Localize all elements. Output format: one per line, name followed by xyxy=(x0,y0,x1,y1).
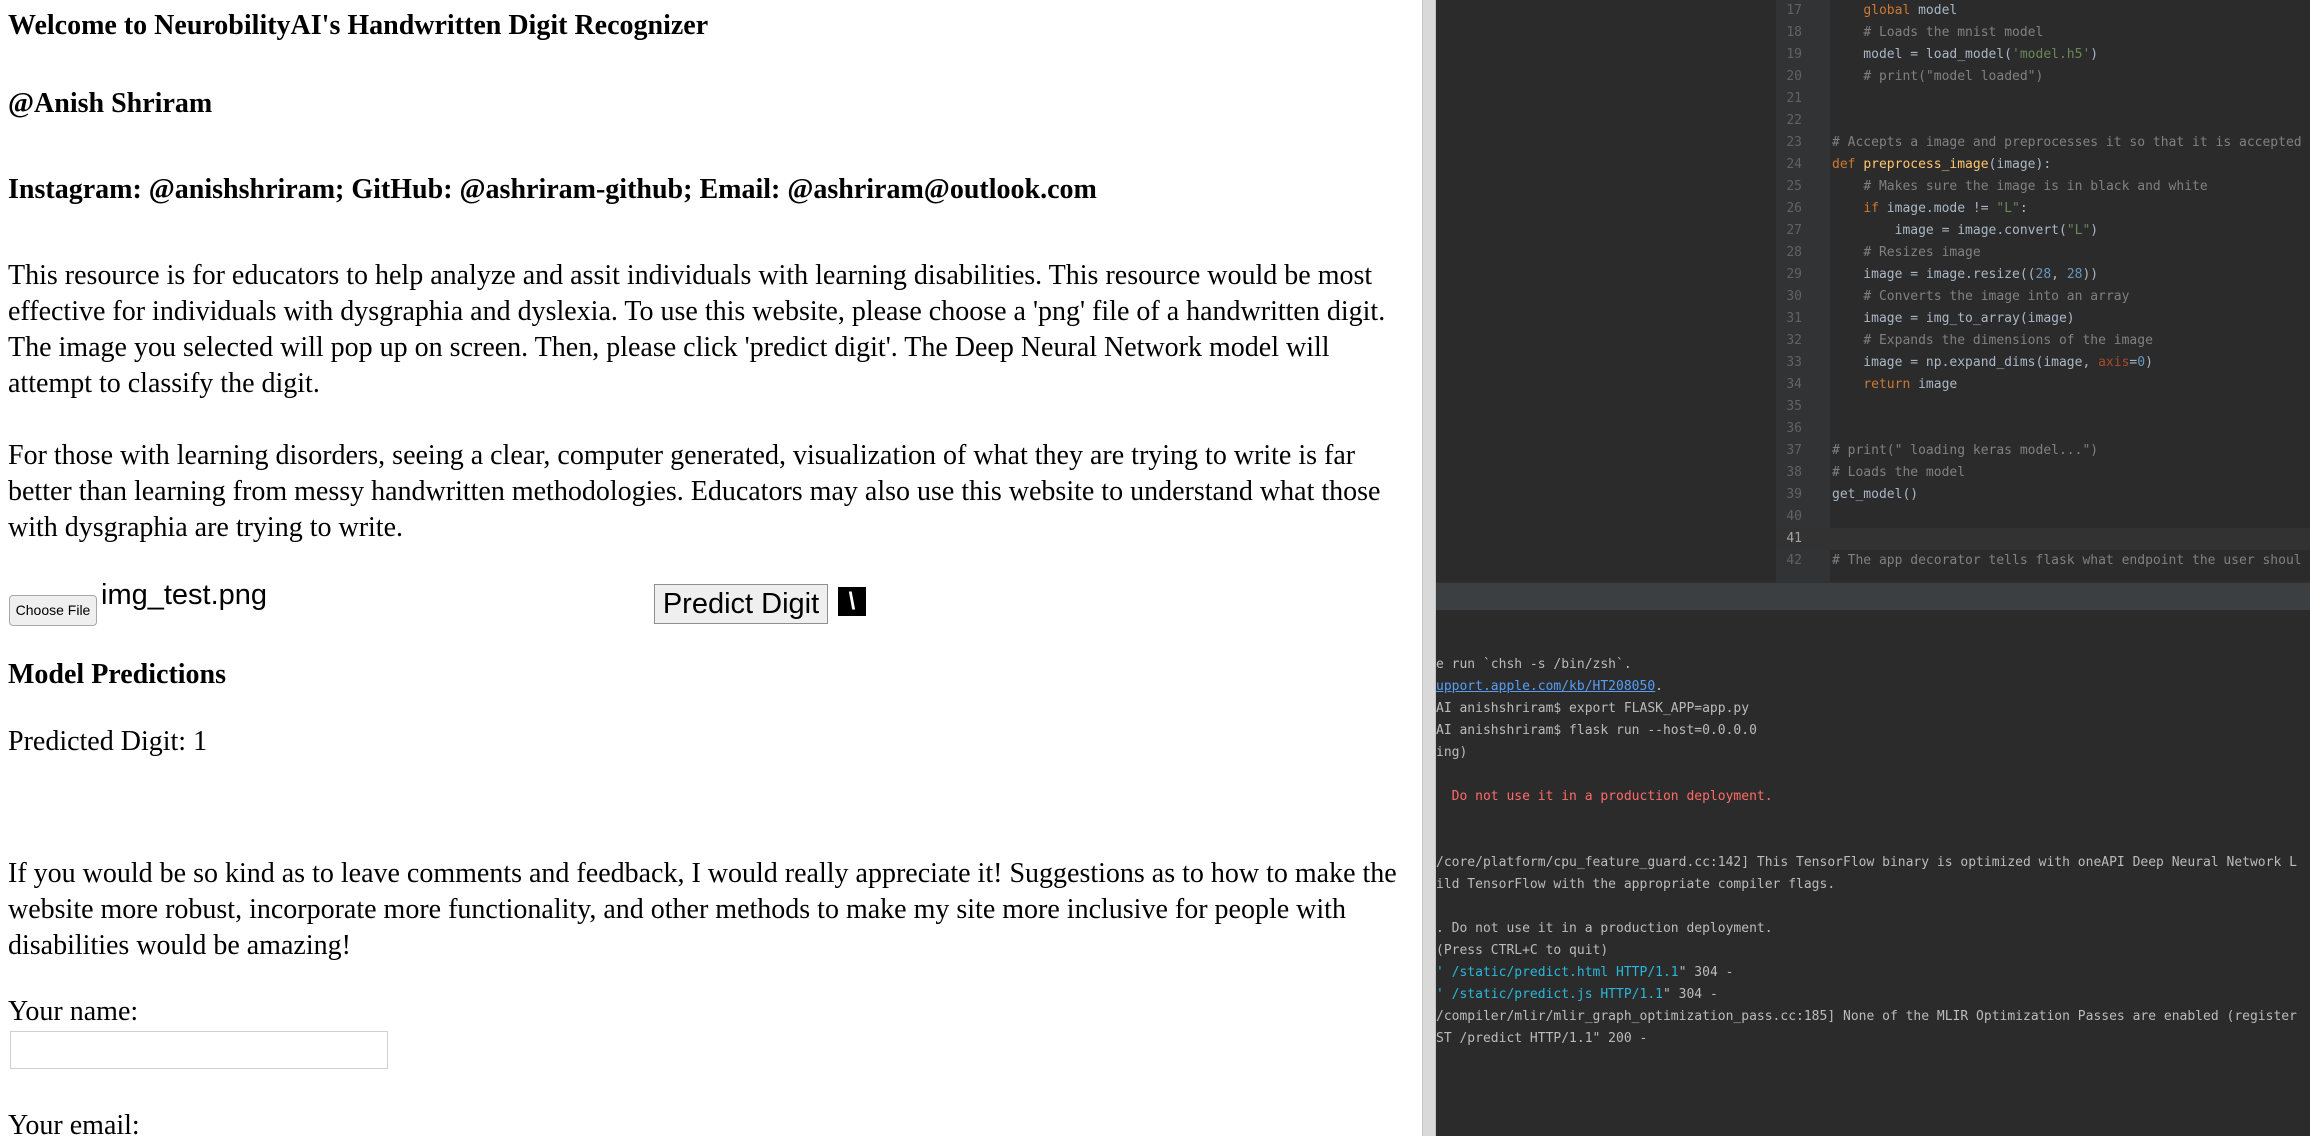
code-text: get_model() xyxy=(1832,487,1919,502)
code-line xyxy=(1776,418,2310,440)
terminal-line: ST /predict HTTP/1.1" 200 - xyxy=(1436,1031,1648,1046)
terminal-line: ' /static/predict.html HTTP/1.1" 304 - xyxy=(1436,965,1734,980)
selected-file-name: img_test.png xyxy=(101,579,268,611)
line-number: 20 xyxy=(1786,69,1802,84)
line-number: 33 xyxy=(1786,355,1802,370)
author-heading: @Anish Shriram xyxy=(8,88,213,119)
code-line xyxy=(1776,286,2310,308)
prediction-result: Predicted Digit: 1 xyxy=(8,726,208,757)
intro-paragraph: This resource is for educators to help analyze and assit individuals with learning disabilities. This resource would be most effective for individuals with dysgraphia and dyslexia. To use this website, please choose a 'png' file of a handwritten digit. The image you selected will pop up on screen. Then, please click 'predict digit'. The Deep Neural Network model will attempt to classify the digit. xyxy=(8,260,1386,399)
code-text: return image xyxy=(1863,377,1958,392)
line-number: 36 xyxy=(1786,421,1802,436)
code-line xyxy=(1776,264,2310,286)
terminal-line: AI anishshriram$ flask run --host=0.0.0.0 xyxy=(1436,723,1757,738)
line-number: 18 xyxy=(1786,25,1802,40)
terminal-line: ing) xyxy=(1436,745,1468,760)
code-line xyxy=(1776,88,2310,110)
code-line xyxy=(1776,550,2310,572)
line-number: 32 xyxy=(1786,333,1802,348)
line-number: 34 xyxy=(1786,377,1802,392)
code-line xyxy=(1776,198,2310,220)
code-line xyxy=(1776,132,2310,154)
code-line xyxy=(1776,242,2310,264)
code-line xyxy=(1776,528,2310,550)
terminal-line: /core/platform/cpu_feature_guard.cc:142] This TensorFlow binary is optimized with oneAPI Deep Neural Network L xyxy=(1436,855,2297,870)
line-number: 24 xyxy=(1786,157,1802,172)
code-text: if image.mode != "L": xyxy=(1863,201,2028,216)
code-text: # Accepts a image and preprocesses it so that it is accepted xyxy=(1832,135,2302,150)
code-line xyxy=(1776,484,2310,506)
code-text: model = load_model('model.h5') xyxy=(1832,47,2099,62)
ide-side-area xyxy=(1436,0,1776,582)
code-text: # print(" loading keras model...") xyxy=(1832,443,2099,458)
terminal-line: upport.apple.com/kb/HT208050. xyxy=(1436,679,1663,694)
line-number: 39 xyxy=(1786,487,1802,502)
code-line xyxy=(1776,110,2310,132)
terminal-line: ild TensorFlow with the appropriate compiler flags. xyxy=(1436,877,1836,892)
code-text: # Loads the mnist model xyxy=(1863,25,2044,40)
code-text: # Converts the image into an array xyxy=(1863,289,2130,304)
name-label: Your name: xyxy=(8,996,139,1027)
code-editor[interactable] xyxy=(1776,0,2310,582)
code-line xyxy=(1776,22,2310,44)
code-line xyxy=(1776,506,2310,528)
line-number: 35 xyxy=(1786,399,1802,414)
code-line xyxy=(1776,374,2310,396)
code-line xyxy=(1776,44,2310,66)
terminal-line: /compiler/mlir/mlir_graph_optimization_pass.cc:185] None of the MLIR Optimization Passes are enabled (register xyxy=(1436,1009,2297,1024)
line-number: 42 xyxy=(1786,553,1802,568)
ide-window xyxy=(1436,0,2310,1136)
line-number: 31 xyxy=(1786,311,1802,326)
code-line xyxy=(1776,220,2310,242)
choose-file-button[interactable]: Choose File xyxy=(9,595,97,626)
terminal-panel[interactable] xyxy=(1436,610,2310,1136)
code-line xyxy=(1776,308,2310,330)
line-number: 38 xyxy=(1786,465,1802,480)
code-text: image = image.convert("L") xyxy=(1832,223,2099,238)
line-number: 21 xyxy=(1786,91,1802,106)
line-number: 41 xyxy=(1786,531,1802,546)
terminal-line: ' /static/predict.js HTTP/1.1" 304 - xyxy=(1436,987,1718,1002)
code-text: image = np.expand_dims(image, axis=0) xyxy=(1832,355,2153,370)
code-text: # Makes sure the image is in black and white xyxy=(1863,179,2208,194)
code-text: # print("model loaded") xyxy=(1863,69,2044,84)
page-title: Welcome to NeurobilityAI's Handwritten Digit Recognizer xyxy=(8,10,709,41)
line-number: 22 xyxy=(1786,113,1802,128)
code-text: global model xyxy=(1863,3,1958,18)
terminal-line: e run `chsh -s /bin/zsh`. xyxy=(1436,657,1632,672)
line-number: 29 xyxy=(1786,267,1802,282)
code-line xyxy=(1776,66,2310,88)
line-number: 17 xyxy=(1786,3,1802,18)
line-number: 37 xyxy=(1786,443,1802,458)
tool-window-header[interactable] xyxy=(1436,582,2310,612)
line-number: 25 xyxy=(1786,179,1802,194)
selected-image-preview: \ xyxy=(838,587,866,616)
line-number: 30 xyxy=(1786,289,1802,304)
code-line xyxy=(1776,154,2310,176)
code-text: image = img_to_array(image) xyxy=(1832,311,2075,326)
line-number: 19 xyxy=(1786,47,1802,62)
terminal-line: . Do not use it in a production deployment. xyxy=(1436,921,1773,936)
code-text: # Expands the dimensions of the image xyxy=(1863,333,2153,348)
contacts-heading: Instagram: @anishshriram; GitHub: @ashriram-github; Email: @ashriram@outlook.com xyxy=(8,174,1097,205)
terminal-line: Do not use it in a production deployment. xyxy=(1436,789,1773,804)
line-number: 40 xyxy=(1786,509,1802,524)
window-divider[interactable] xyxy=(1422,0,1436,1136)
line-number: 26 xyxy=(1786,201,1802,216)
code-text: # The app decorator tells flask what endpoint the user shoul xyxy=(1832,553,2302,568)
code-line xyxy=(1776,0,2310,22)
code-line xyxy=(1776,330,2310,352)
line-number: 23 xyxy=(1786,135,1802,150)
terminal-line: (Press CTRL+C to quit) xyxy=(1436,943,1609,958)
predict-digit-button[interactable]: Predict Digit xyxy=(654,584,828,624)
line-number: 28 xyxy=(1786,245,1802,260)
code-line xyxy=(1776,396,2310,418)
code-text: def preprocess_image(image): xyxy=(1832,157,2052,172)
email-label: Your email: xyxy=(8,1110,140,1136)
code-text: # Loads the model xyxy=(1832,465,1966,480)
feedback-paragraph: If you would be so kind as to leave comments and feedback, I would really appreciate it! Suggestions as to how to make the website more robust, incorporate more functionality, and other methods to make my site more inclusive for people with disabilities would be amazing! xyxy=(8,858,1397,961)
code-line xyxy=(1776,440,2310,462)
line-number: 27 xyxy=(1786,223,1802,238)
code-line xyxy=(1776,462,2310,484)
terminal-line: AI anishshriram$ export FLASK_APP=app.py xyxy=(1436,701,1750,716)
code-line xyxy=(1776,176,2310,198)
code-text: # Resizes image xyxy=(1863,245,1981,260)
intro-paragraph-2: For those with learning disorders, seeing a clear, computer generated, visualization of what they are trying to write is far better than learning from messy handwritten methodologies. Educators may also use this website to understand what those with dysgraphia are trying to write. xyxy=(8,440,1381,543)
code-text: image = image.resize((28, 28)) xyxy=(1832,267,2099,282)
code-line xyxy=(1776,352,2310,374)
name-input[interactable] xyxy=(10,1031,388,1069)
predictions-heading: Model Predictions xyxy=(8,659,227,690)
